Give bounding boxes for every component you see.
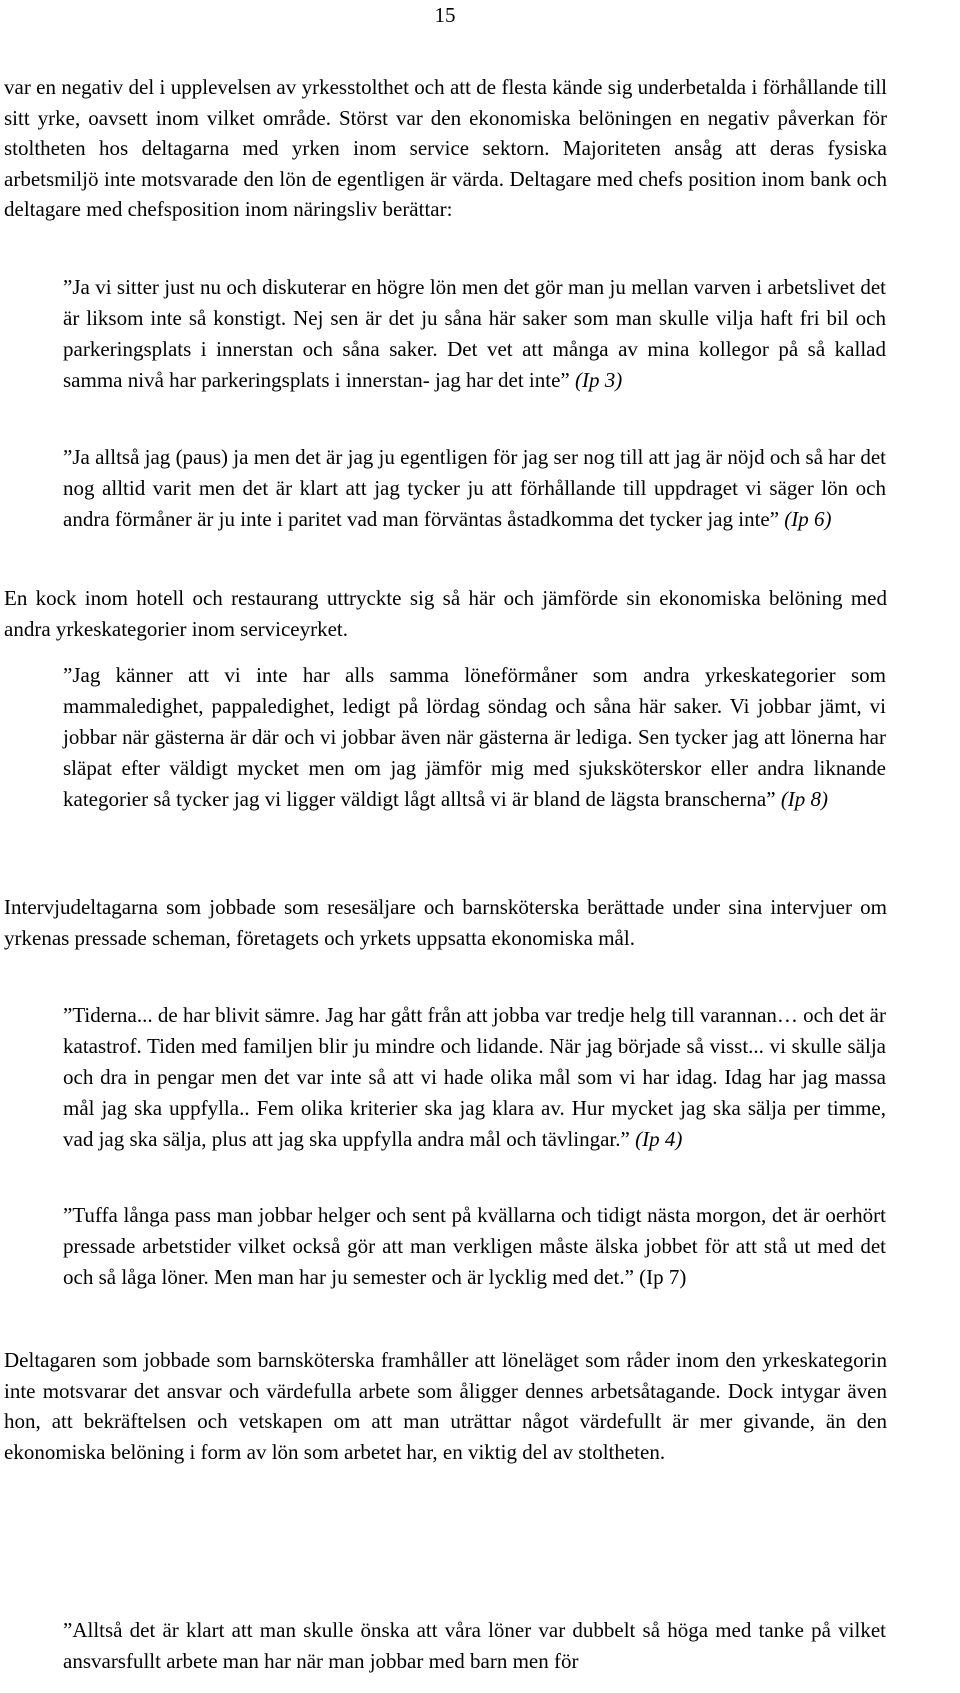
quote-text: ”Ja vi sitter just nu och diskuterar en högre lön men det gör man ju mellan varven i arbetslivet det är liksom inte så konstigt. Nej sen är det ju såna här saker som man skulle vilja haft fri bil och parkeringsplats i innerstan och såna saker. Det vet att många av mina kollegor på så kallad samma nivå har parkeringsplats i innerstan- jag har det inte”	[63, 275, 886, 392]
quote-reference: (Ip 6)	[784, 507, 832, 531]
paragraph	[4, 1345, 887, 1467]
quote-text: ”Tiderna... de har blivit sämre. Jag har gått från att jobba var tredje helg till varannan… och det är katastrof. Tiden med familjen blir ju mindre och lidande. När jag började så visst... vi skulle sälja och dra in pengar men det var inte så att vi hade olika mål som vi har idag. Idag har jag massa mål jag ska uppfylla.. Fem olika kriterier ska jag klara av. Hur mycket jag ska sälja per timme, vad jag ska sälja, plus att jag ska uppfylla andra mål och tävlingar.”	[63, 1003, 886, 1151]
quote-reference: (Ip 7)	[639, 1265, 687, 1289]
quote-text: ”Tuffa långa pass man jobbar helger och sent på kvällarna och tidigt nästa morgon, det är oerhört pressade arbetstider vilket också gör att man verkligen måste älska jobbet för att stå ut med det och så låga löner. Men man har ju semester och är lycklig med det.”	[63, 1203, 886, 1289]
interview-quote	[63, 1200, 886, 1293]
paragraph	[4, 583, 887, 644]
quote-reference: (Ip 4)	[635, 1127, 683, 1151]
paragraph-text: Deltagaren som jobbade som barnsköterska framhåller att löneläget som råder inom den yrkeskategorin inte motsvarar det ansvar och värdefulla arbete som åligger dennes arbetsåtagande. Dock intygar även hon, att bekräftelsen och vetskapen om att man uträttar något värdefullt är mer givande, än den ekonomiska belöning i form av lön som arbetet har, en viktig del av stoltheten.	[4, 1348, 887, 1464]
paragraph-text: En kock inom hotell och restaurang uttryckte sig så här och jämförde sin ekonomiska belöning med andra yrkeskategorier inom serviceyrket.	[4, 586, 887, 641]
page-number: 15	[434, 3, 456, 27]
quote-text: ”Ja alltså jag (paus) ja men det är jag ju egentligen för jag ser nog till att jag är nöjd och så har det nog alltid varit men det är klart att jag tycker ju att förhållande till uppdraget vi säger lön och andra förmåner är ju inte i paritet vad man förväntas åstadkomma det tycker jag inte”	[63, 445, 886, 531]
interview-quote	[63, 1615, 886, 1677]
interview-quote	[63, 660, 886, 815]
interview-quote	[63, 442, 886, 535]
paragraph	[4, 72, 887, 225]
quote-reference: (Ip 8)	[780, 787, 829, 811]
paragraph-text: Intervjudeltagarna som jobbade som resesäljare och barnsköterska berättade under sina intervjuer om yrkenas pressade scheman, företagets och yrkets uppsatta ekonomiska mål.	[4, 895, 887, 950]
quote-text: ”Alltså det är klart att man skulle önska att våra löner var dubbelt så höga med tanke på vilket ansvarsfullt arbete man har när man jobbar med barn men för	[63, 1618, 886, 1673]
interview-quote	[63, 1000, 886, 1155]
paragraph-text: var en negativ del i upplevelsen av yrkesstolthet och att de flesta kände sig underbetalda i förhållande till sitt yrke, oavsett inom vilket område. Störst var den ekonomiska belöningen en negativ påverkan för stoltheten hos deltagarna med yrken inom service sektorn. Majoriteten ansåg att deras fysiska arbetsmiljö inte motsvarade den lön de egentligen är värda. Deltagare med chefs position inom bank och deltagare med chefsposition inom näringsliv berättar:	[4, 75, 887, 222]
quote-reference: (Ip 3)	[575, 368, 623, 392]
paragraph	[4, 892, 887, 953]
quote-text: ”Jag känner att vi inte har alls samma löneförmåner som andra yrkeskategorier som mammaledighet, pappaledighet, ledigt på lördag söndag och såna här saker. Vi jobbar jämt, vi jobbar när gästerna är där och vi jobbar även när gästerna är lediga. Sen tycker jag att lönerna har släpat efter väldigt mycket men om jag jämför mig med sjuksköterskor eller andra liknande kategorier så tycker jag vi ligger väldigt lågt alltså vi är bland de lägsta branscherna”	[63, 663, 886, 811]
interview-quote	[63, 272, 886, 396]
